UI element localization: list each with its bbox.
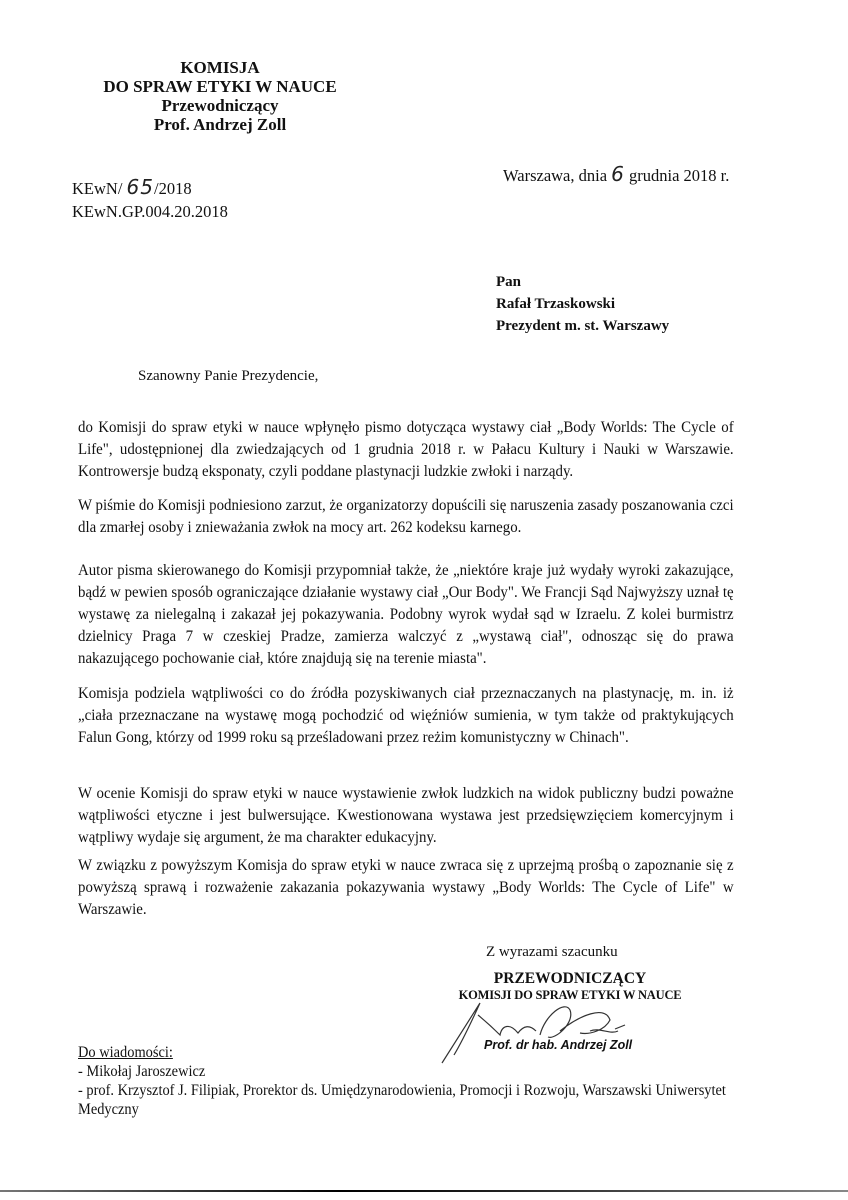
closing: Z wyrazami szacunku <box>486 944 618 960</box>
cc-item: - prof. Krzysztof J. Filipiak, Prorektor ds. Umiędzynarodowienia, Promocji i Rozwoju, Warszawski Uniwersytet Medyczny <box>78 1082 726 1118</box>
body-paragraph-6: W związku z powyższym Komisja do spraw etyki w nauce zwraca się z uprzejmą prośbą o zapoznanie się z powyższą sprawą i rozważenie zakazania pokazywania wystawy „Body Worlds: The Cycle of Life" w Warszawie. <box>78 857 734 918</box>
body-paragraph-3: Autor pisma skierowanego do Komisji przypomniał także, że „niektóre kraje już wydały wyroki zakazujące, bądź w pewien sposób ograniczające działanie wystawy ciał „Our Body". We Francji Sąd Najwyższy uznał tę wystawę za nielegalną i zakazał jej pokazywania. Podobny wyrok wydał sąd w Izraelu. Z kolei burmistrz dzielnicy Praga 7 w czeskiej Pradze, zamierza walczyć z „wystawą ciał", odnosząc się do prawa nakazującego pochowanie ciał, które znajdują się na terenie miasta". <box>78 562 734 667</box>
reference-numbers <box>72 176 228 223</box>
scan-edge-divider <box>0 1190 848 1192</box>
reference-line-1 <box>72 176 228 200</box>
date-suffix: grudnia 2018 r. <box>629 166 730 185</box>
salutation: Szanowny Panie Prezydencie, <box>138 368 319 384</box>
letterhead-commission-name: DO SPRAW ETYKI W NAUCE <box>103 77 337 96</box>
letter-date <box>503 162 729 186</box>
handwritten-day: 6 <box>611 162 625 186</box>
cc-list <box>78 1043 748 1119</box>
body-paragraph-4: Komisja podziela wątpliwości co do źródła pozyskiwanych ciał przeznaczanych na plastynację, m. in. iż „ciała przeznaczane na wystawę mogą pochodzić od więźniów sumienia, w tym także od praktykujących Falun Gong, którzy od 1999 roku są prześladowani przez reżim komunistyczny w Chinach". <box>78 685 734 746</box>
stamp-title: PRZEWODNICZĄCY <box>493 970 647 987</box>
body-paragraph-5: W ocenie Komisji do spraw etyki w nauce wystawienie zwłok ludzkich na widok publiczny budzi poważne wątpliwości etyczne i jest bulwersujące. Kwestionowana wystawa jest przedsięwzięciem komercyjnym i wątpliwy wydaje się argument, że ma charakter edukacyjny. <box>78 785 734 846</box>
reference-prefix: KEwN/ <box>72 179 123 198</box>
addressee-title: Prezydent m. st. Warszawy <box>496 318 670 334</box>
signatory-name: Prof. dr hab. Andrzej Zoll <box>484 1038 633 1052</box>
body-paragraph-2: W piśmie do Komisji podniesiono zarzut, że organizatorzy dopuścili się naruszenia zasady poszanowania czci dla zmarłej osoby i znieważania zwłok na mocy art. 262 kodeksu karnego. <box>78 497 734 536</box>
handwritten-number: 65 <box>126 175 154 199</box>
cc-item: - Mikołaj Jaroszewicz <box>78 1063 206 1080</box>
addressee-name: Rafał Trzaskowski <box>496 296 616 312</box>
body-paragraph-1: do Komisji do spraw etyki w nauce wpłynęło pismo dotycząca wystawy ciał „Body Worlds: The Cycle of Life", udostępnionej dla zwiedzających od 1 grudnia 2018 r. w Pałacu Kultury i Nauki w Warszawie. Kontrowersje budzą eksponaty, czyli poddane plastynacji ludzkie zwłoki i narządy. <box>78 419 734 480</box>
reference-suffix: /2018 <box>154 179 192 198</box>
letterhead-role: Przewodniczący <box>161 96 279 115</box>
cc-heading: Do wiadomości: <box>78 1044 173 1061</box>
letterhead-commission: KOMISJA <box>180 58 260 77</box>
reference-line-2: KEwN.GP.004.20.2018 <box>72 202 228 221</box>
date-prefix: Warszawa, dnia <box>503 166 608 185</box>
stamp-commission: KOMISJI DO SPRAW ETYKI W NAUCE <box>458 988 682 1002</box>
addressee <box>496 271 669 337</box>
letterhead <box>60 58 380 134</box>
addressee-salutation: Pan <box>496 274 522 290</box>
letterhead-person: Prof. Andrzej Zoll <box>153 115 287 134</box>
